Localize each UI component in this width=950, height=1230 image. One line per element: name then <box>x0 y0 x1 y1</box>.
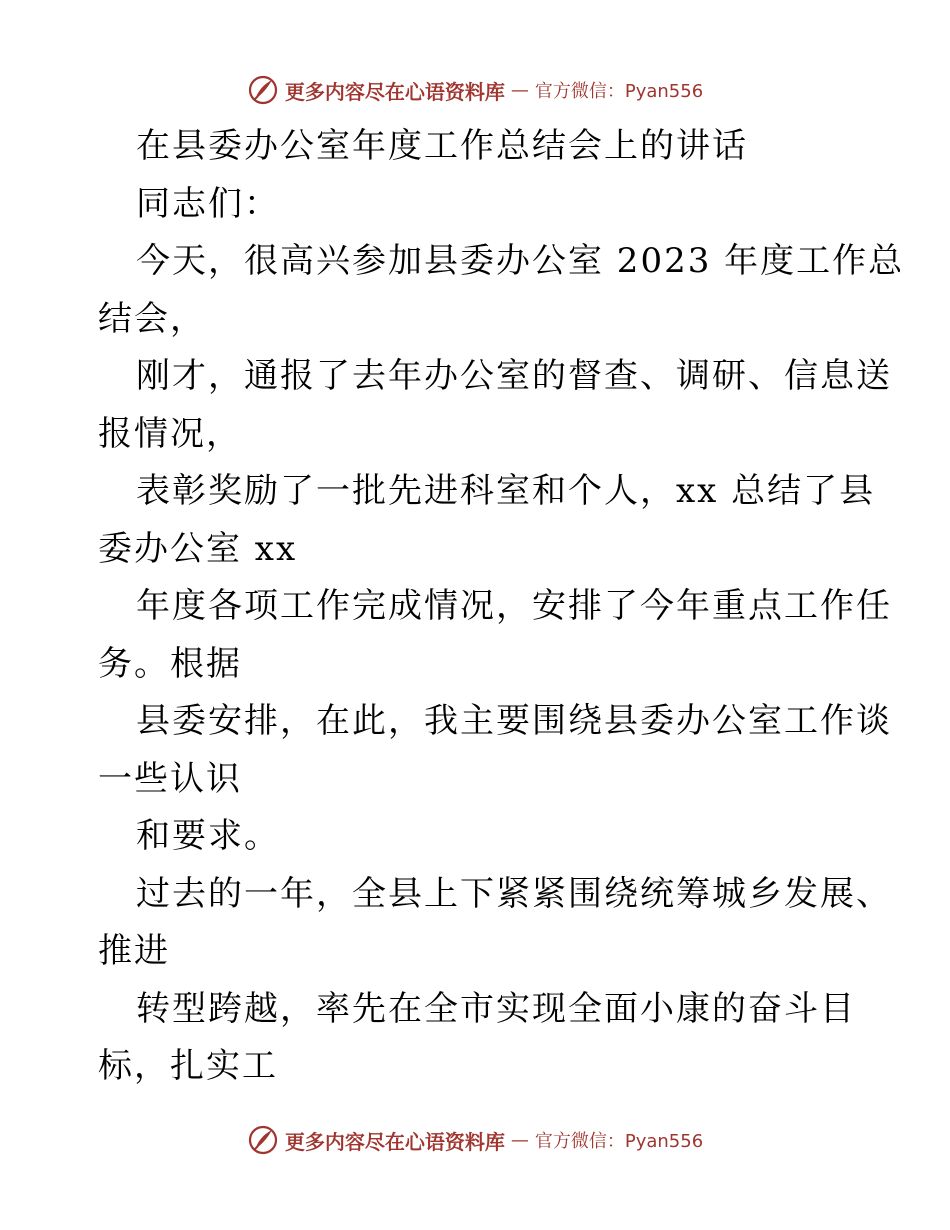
document-body <box>98 118 905 1096</box>
text-line: 刚才，通报了去年办公室的督查、调研、信息送 <box>136 356 892 396</box>
watermark-brand: 更多内容尽在心语资料库 <box>284 79 505 104</box>
text-line: 标，扎实工 <box>98 1046 278 1086</box>
quill-pen-logo-icon <box>247 74 279 106</box>
text-line: 一些认识 <box>98 758 242 799</box>
text-line: 结会， <box>98 298 206 339</box>
text-line: 转型跨越，率先在全市实现全面小康的奋斗目 <box>136 988 856 1029</box>
text-line: 务。根据 <box>98 643 242 684</box>
watermark-contact: 官方微信：Pyan556 <box>534 81 704 102</box>
watermark-dash: — <box>510 79 529 101</box>
text-line: 推进 <box>98 931 170 971</box>
watermark-contact: 官方微信：Pyan556 <box>534 1131 704 1152</box>
text-line: 表彰奖励了一批先进科室和个人，xx 总结了县 <box>136 471 876 511</box>
text-line: 年度各项工作完成情况，安排了今年重点工作任 <box>136 586 892 626</box>
text-line: 今天，很高兴参加县委办公室 2023 年度工作总 <box>136 241 905 281</box>
watermark-dash: — <box>510 1129 529 1151</box>
watermark-brand: 更多内容尽在心语资料库 <box>284 1129 505 1154</box>
header-watermark <box>0 70 950 110</box>
text-line: 过去的一年，全县上下紧紧围绕统筹城乡发展、 <box>136 873 892 914</box>
text-line: 报情况， <box>98 413 242 454</box>
text-line: 在县委办公室年度工作总结会上的讲话 <box>136 126 748 166</box>
text-line: 委办公室 xx <box>98 528 298 569</box>
text-line: 和要求。 <box>136 816 280 856</box>
text-line: 同志们： <box>136 183 280 224</box>
quill-pen-logo-icon <box>247 1124 279 1156</box>
footer-watermark <box>0 1120 950 1160</box>
text-line: 县委安排，在此，我主要围绕县委办公室工作谈 <box>136 701 892 741</box>
